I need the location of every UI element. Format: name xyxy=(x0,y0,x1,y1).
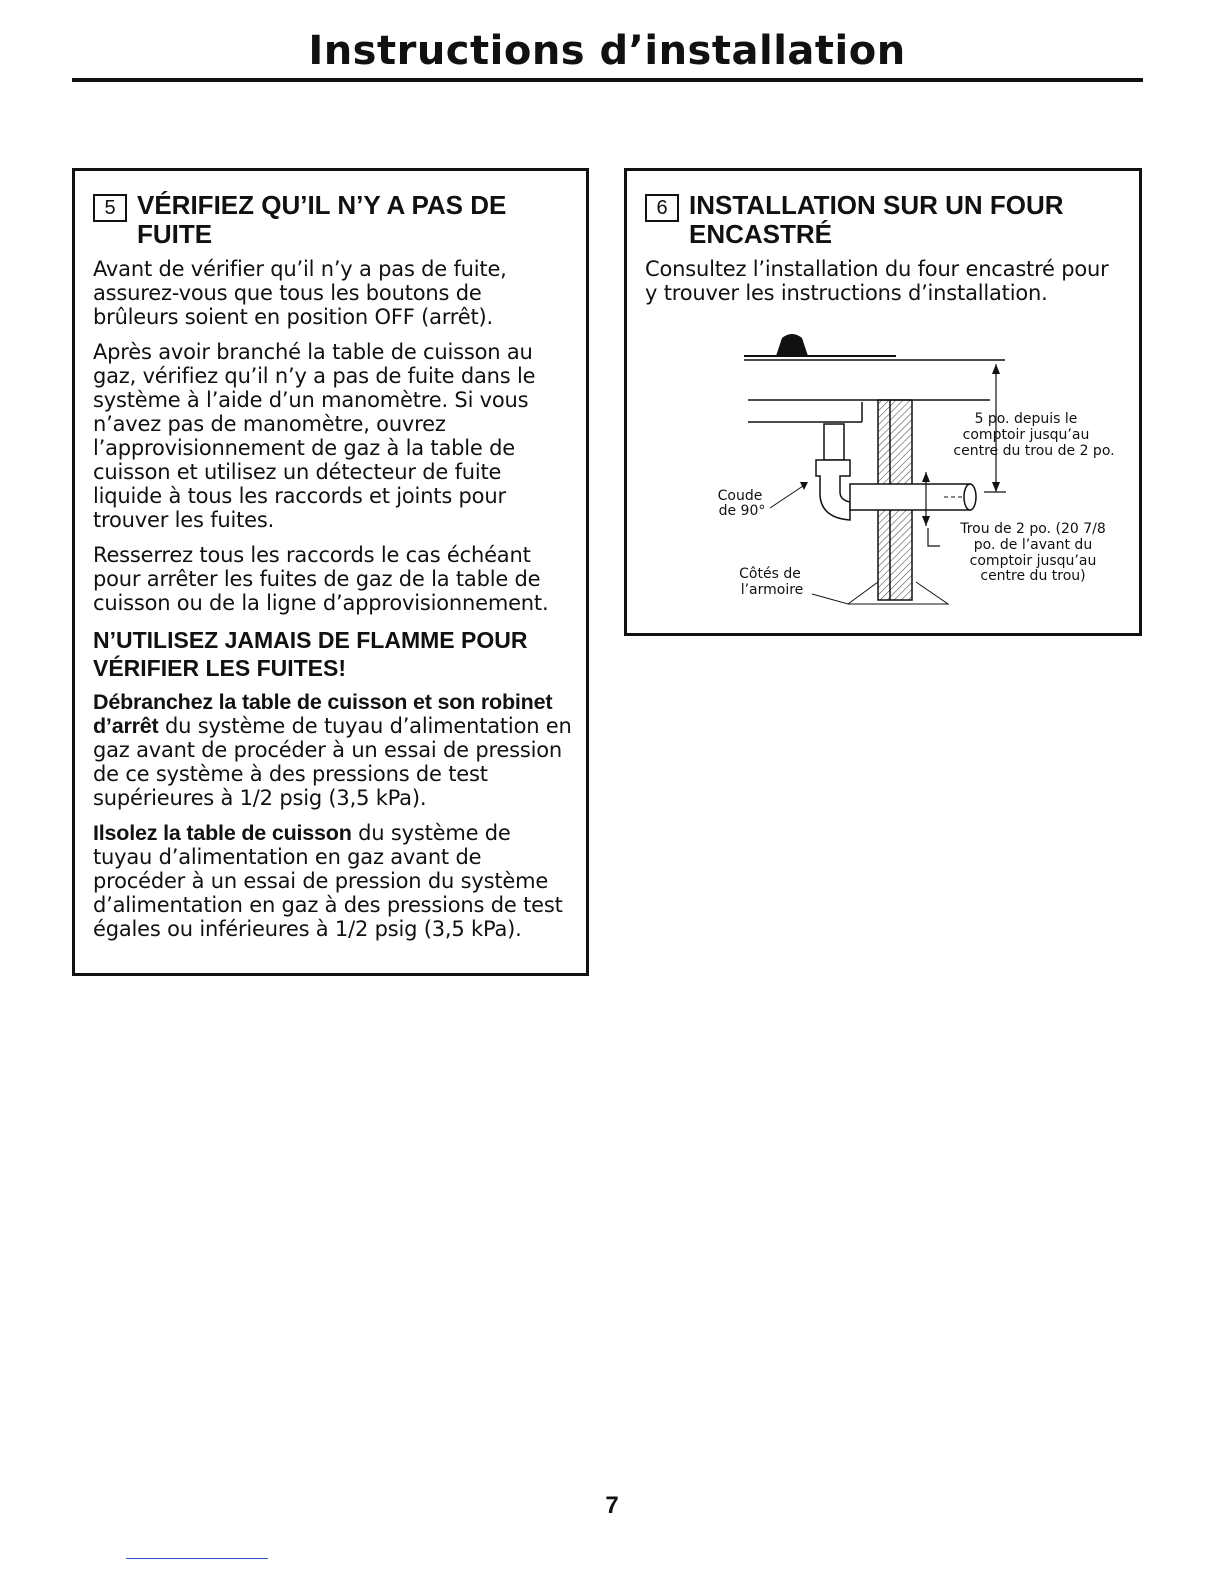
section-5-header xyxy=(93,191,572,249)
section-5-p5-rest: du système de tuyau d’alimentation en gaz avant de procéder à un essai de pression du système d’alimentation en gaz à des pressions de test égales ou inférieures à 1/2 psig (3,5 kPa). xyxy=(93,821,563,941)
section-5-paragraph-3: Resserrez tous les raccords le cas échéant pour arrêter les fuites de gaz de la table de cuisson ou de la ligne d’approvisionnement. xyxy=(93,543,549,615)
elbow-90 xyxy=(816,460,850,520)
label-5po-line2: comptoir jusqu’au xyxy=(962,427,1090,443)
section-6-number: 6 xyxy=(645,194,679,222)
gas-pipe-vertical xyxy=(824,424,844,460)
label-5po-line1: 5 po. depuis le xyxy=(974,411,1078,427)
installation-diagram xyxy=(700,320,1120,620)
section-6-title: INSTALLATION SUR UN FOUR ENCASTRÉ xyxy=(689,190,1064,249)
section-5-paragraph-5 xyxy=(93,821,572,941)
label-trou-line4: centre du trou) xyxy=(980,568,1086,584)
footer-link-line xyxy=(126,1558,268,1559)
label-trou-line2: po. de l’avant du xyxy=(973,537,1093,553)
label-5po-line3: centre du trou de 2 po. xyxy=(953,443,1115,459)
label-coude-line1: Coude xyxy=(717,488,763,504)
section-5-paragraph-1: Avant de vérifier qu’il n’y a pas de fuite, assurez-vous que tous les boutons de brûleurs soient en position OFF (arrêt). xyxy=(93,257,507,329)
section-5-paragraph-4 xyxy=(93,690,572,810)
label-cotes-line2: l’armoire xyxy=(740,582,804,598)
burner-cap-icon xyxy=(776,334,808,356)
label-coude-line2: de 90° xyxy=(718,503,766,519)
label-cotes-line1: Côtés de xyxy=(739,566,801,582)
section-6-header xyxy=(645,191,1125,249)
section-5-number: 5 xyxy=(93,194,127,222)
title-rule xyxy=(72,78,1143,82)
coude-leader xyxy=(770,484,806,508)
section-5-p5-bold: Ilsolez la table de cuisson xyxy=(93,821,352,845)
section-5-p4-bold: Débranchez la table de cuisson et son robinet d’arrêt xyxy=(93,690,553,738)
section-5-p4-rest: du système de tuyau d’alimentation en gaz avant de procéder à un essai de pression de ce système à des pressions de test supérieures à 1/2 psig (3,5 kPa). xyxy=(93,714,572,810)
label-trou-line3: comptoir jusqu’au xyxy=(969,553,1097,569)
label-trou-line1: Trou de 2 po. (20 7/8 xyxy=(960,521,1106,537)
section-5-warning: N’UTILISEZ JAMAIS DE FLAMME POUR VÉRIFIER LES FUITES! xyxy=(93,627,528,681)
page-title: Instructions d’installation xyxy=(308,28,906,74)
section-5-paragraph-2: Après avoir branché la table de cuisson au gaz, vérifiez qu’il n’y a pas de fuite dans le système à l’aide d’un manomètre. Si vous n’avez pas de manomètre, ouvrez l’approvisionnement de gaz à la table de cuisson et utilisez un détecteur de fuite liquide à tous les raccords et joints pour trouver les fuites. xyxy=(93,340,536,532)
section-6-paragraph-1: Consultez l’installation du four encastré pour y trouver les instructions d’installation. xyxy=(645,257,1109,305)
section-5-box xyxy=(72,168,589,976)
section-5-title: VÉRIFIEZ QU’IL N’Y A PAS DE FUITE xyxy=(137,190,507,249)
page-number: 7 xyxy=(605,1492,619,1519)
